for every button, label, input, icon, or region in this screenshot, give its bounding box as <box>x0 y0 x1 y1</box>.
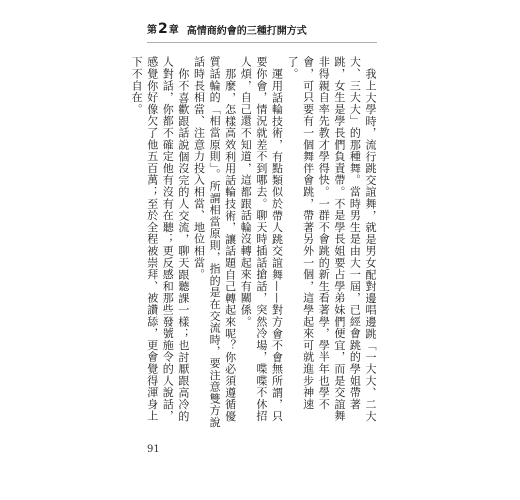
paragraph-3: 那麼，怎樣高效利用話輪技術，讓話題自己轉起來呢？你必須遵循優質話輪的「相當原則」。所謂相當原則，指的是在交流時，要注意雙方說話時長相當、注意力投入相當、地位相當。 <box>192 56 237 429</box>
paragraph-1: 我上大學時，流行跳交誼舞，就是男女配對邊唱邊跳「一大大、二大大、三大大」的那種舞。當時男生是由大一屆，已經會跳的學姐帶著跳，女生是學長們負責帶。不是學長姐要占學弟妹們便宜，而是交誼舞非得親自率先教才學得快。一群不會跳的新生看著學，學半年也學不會，可只要有一個舞伴會跳，帶著另外一個，這學起來可就進步神速了。 <box>286 56 377 423</box>
chapter-number: 2 <box>158 21 168 37</box>
body-text <box>130 56 378 432</box>
chapter-title: 高情商約會的三種打開方式 <box>186 25 307 37</box>
page-number: 91 <box>147 444 160 455</box>
header-divider <box>147 42 377 43</box>
running-header <box>147 18 377 40</box>
chapter-prefix: 第 <box>147 25 157 36</box>
chapter-suffix: 章 <box>168 25 179 36</box>
chapter-label <box>147 21 179 37</box>
paragraph-2: 運用話輪技術，有點類似於帶人跳交誼舞——對方會不會無所謂，只要你會，情況就差不到哪去。聊天時插話搶話，突然冷場，喋喋不休招人煩，自己還不知道，這都跟話輪沒轉起來有關係。 <box>239 56 284 423</box>
paragraph-4: 你不喜歡跟話說個沒完的人交流，聊天跟聽課一樣；也討厭跟高冷的人對話，你都不確定他有沒有在聽；更反感和那些發號施令的人說話，感覺你好像欠了他五百萬；至於全程被崇拜、被讚舔，更會覺得渾身上下不自在。 <box>130 56 190 423</box>
